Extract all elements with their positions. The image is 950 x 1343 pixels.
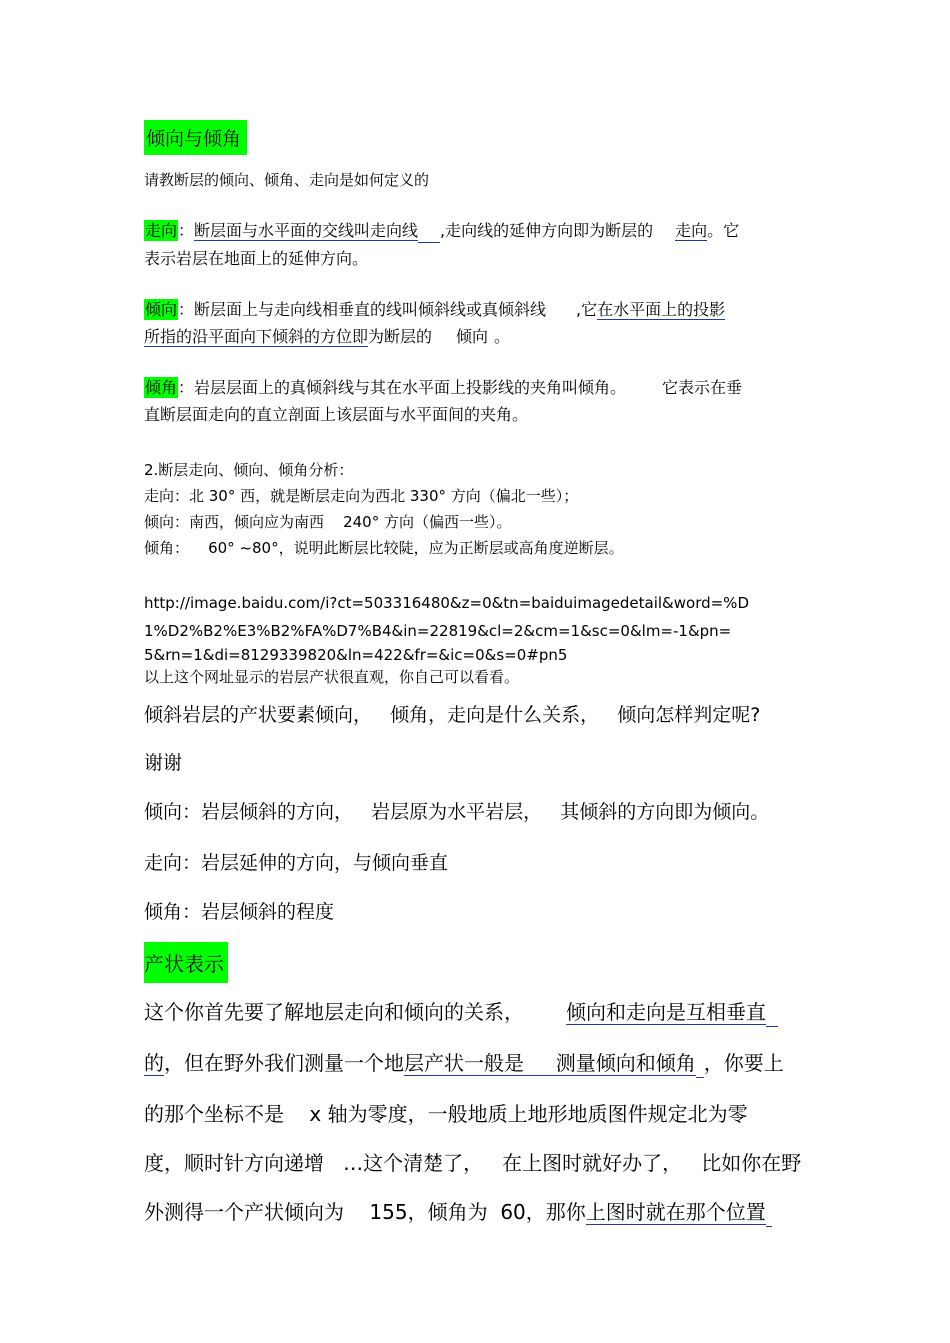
text: ： xyxy=(178,221,195,240)
text: ,走向线的延伸方向即为断层的 xyxy=(440,221,654,240)
analysis-strike: 走向：北 30° 西，就是断层走向为西北 330° 方向（偏北一些）； xyxy=(144,487,579,505)
thanks-text: 谢谢 xyxy=(144,752,183,774)
text: 。它 xyxy=(707,221,740,240)
underlined-text: 走向 xyxy=(675,221,708,240)
dip-direction-label: 倾向 xyxy=(145,300,178,319)
para-line-5 xyxy=(144,1198,772,1227)
underlined-text: 层产状一般是 测量倾向和倾角 xyxy=(404,1051,696,1075)
text: 它表示在垂 xyxy=(662,378,743,397)
underline-gap xyxy=(766,998,778,1027)
answer-strike: 走向：岩层延伸的方向，与倾向垂直 xyxy=(144,852,449,874)
para-line-2 xyxy=(144,1049,784,1078)
text: ：岩层层面上的真倾斜线与其在水平面上投影线的夹角叫倾角。 xyxy=(178,378,627,397)
dip-direction-def-line-2 xyxy=(144,326,510,348)
para-line-1 xyxy=(144,998,778,1027)
underline-gap xyxy=(696,1049,704,1078)
heading-text: 产状表示 xyxy=(144,942,228,983)
underline-gap xyxy=(418,220,440,243)
text: ，你要上 xyxy=(703,1051,784,1075)
answer-dip-angle: 倾角：岩层倾斜的程度 xyxy=(144,901,335,923)
dip-direction-def-line-1 xyxy=(144,299,725,321)
analysis-title: 2.断层走向、倾向、倾角分析： xyxy=(144,461,354,479)
underlined-text: 倾向和走向是互相垂直 xyxy=(566,1000,766,1024)
para-line-3: 的那个坐标不是 x 轴为零度，一般地质上地形地质图件规定北为零 xyxy=(144,1102,748,1126)
dip-angle-def-line-1 xyxy=(144,377,742,399)
underlined-text: 的 xyxy=(144,1051,164,1075)
dip-angle-def-line-2: 直断层面走向的直立剖面上该层面与水平面间的夹角。 xyxy=(144,405,529,424)
url-line-1[interactable]: http://image.baidu.com/i?ct=503316480&z=0&tn=baiduimagedetail&word=%D xyxy=(144,594,749,612)
underlined-text: 断层面与水平面的交线叫走向线 xyxy=(194,221,419,240)
strike-def-line-1 xyxy=(144,220,739,243)
analysis-dip-direction: 倾向：南西，倾向应为南西 240° 方向（偏西一些）。 xyxy=(144,513,512,531)
question-2: 倾斜岩层的产状要素倾向， 倾角，走向是什么关系， 倾向怎样判定呢? xyxy=(144,704,761,726)
text: 外测得一个产状倾向为 155，倾角为 60，那你 xyxy=(144,1200,586,1224)
url-line-3[interactable]: 5&rn=1&di=8129339820&ln=422&fr=&ic=0&s=0#pn5 xyxy=(144,646,568,664)
underlined-text: 所指的沿平面向下倾斜的方位即 xyxy=(144,327,369,346)
text: ,它 xyxy=(576,300,598,319)
url-note: 以上这个网址显示的岩层产状很直观，你自己可以看看。 xyxy=(144,668,520,686)
underlined-text: 在水平面上的投影 xyxy=(597,300,726,319)
analysis-dip-angle: 倾角： 60° ~80°，说明此断层比较陡，应为正断层或高角度逆断层。 xyxy=(144,539,624,557)
text: ：断层面上与走向线相垂直的线叫倾斜线或真倾斜线 xyxy=(178,300,547,319)
text: ，但在野外我们测量一个地 xyxy=(164,1051,404,1075)
text: 为断层的 xyxy=(368,327,433,346)
answer-dip-direction: 倾向：岩层倾斜的方向， 岩层原为水平岩层， 其倾斜的方向即为倾向。 xyxy=(144,801,770,823)
heading-attitude xyxy=(144,942,228,983)
underline-gap xyxy=(766,1198,772,1227)
strike-label: 走向 xyxy=(145,221,178,240)
dip-angle-label: 倾角 xyxy=(145,378,178,397)
underlined-text: 上图时就在那个位置 xyxy=(585,1200,766,1224)
text: 。 xyxy=(494,327,511,346)
strike-def-line-2: 表示岩层在地面上的延伸方向。 xyxy=(144,249,369,268)
url-line-2[interactable]: 1%D2%B2%E3%B2%FA%D7%B4&in=22819&cl=2&cm=1&sc=0&lm=-1&pn= xyxy=(144,622,732,640)
heading-text: 倾向与倾角 xyxy=(144,120,247,155)
heading-dip-and-angle xyxy=(144,120,247,155)
para-line-4: 度，顺时针方向递增 …这个清楚了， 在上图时就好办了， 比如你在野 xyxy=(144,1151,802,1175)
text: 倾向 xyxy=(456,327,489,346)
question-1: 请教断层的倾向、倾角、走向是如何定义的 xyxy=(144,171,430,189)
text: 这个你首先要了解地层走向和倾向的关系， xyxy=(144,1000,524,1024)
